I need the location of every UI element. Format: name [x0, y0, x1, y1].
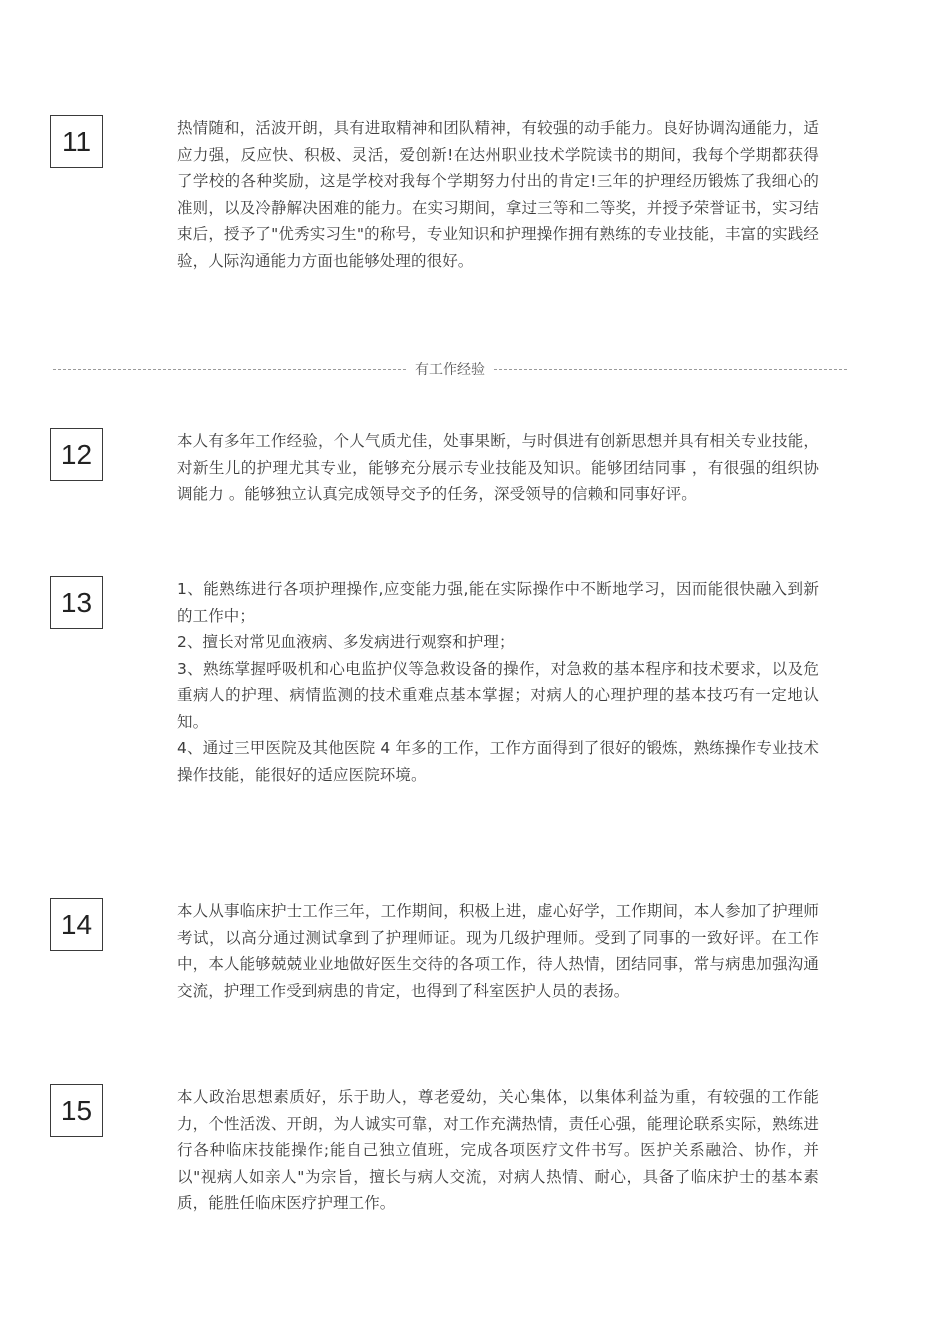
entry-number-box: [50, 428, 103, 481]
entry-paragraph: 本人有多年工作经验，个人气质尤佳，处事果断，与时俱进有创新思想并具有相关专业技能，对新生儿的护理尤其专业，能够充分展示专业技能及知识。能够团结同事 ，有很强的组织协调能力 。能够独立认真完成领导交予的任务，深受领导的信赖和同事好评。: [177, 432, 819, 503]
entry-number-box: [50, 898, 103, 951]
section-divider: [53, 358, 847, 380]
divider-line-left: [53, 369, 406, 370]
entry-number-box: [50, 115, 103, 168]
entry-paragraph: 1、能熟练进行各项护理操作,应变能力强,能在实际操作中不断地学习，因而能很快融入到新的工作中；: [177, 580, 819, 625]
entry-paragraph: 本人政治思想素质好，乐于助人，尊老爱幼，关心集体，以集体利益为重，有较强的工作能力，个性活泼、开朗，为人诚实可靠，对工作充满热情，责任心强，能理论联系实际，熟练进行各种临床技能操作;能自己独立值班，完成各项医疗文件书写。医护关系融洽、协作，并以"视病人如亲人"为宗旨，擅长与病人交流，对病人热情、耐心，具备了临床护士的基本素质，能胜任临床医疗护理工作。: [177, 1088, 819, 1212]
entry-text: [177, 428, 819, 508]
entry-number: 14: [60, 908, 93, 940]
entry-paragraph: 4、通过三甲医院及其他医院 4 年多的工作，工作方面得到了很好的锻炼，熟练操作专业技术操作技能，能很好的适应医院环境。: [177, 739, 819, 784]
entry-paragraph: 2、擅长对常见血液病、多发病进行观察和护理；: [177, 633, 515, 651]
entry-text: [177, 576, 819, 788]
entry-text: [177, 1084, 819, 1217]
entry-paragraph: 热情随和，活波开朗，具有进取精神和团队精神，有较强的动手能力。良好协调沟通能力，适应力强，反应快、积极、灵活，爱创新!在达州职业技术学院读书的期间，我每个学期都获得了学校的各种奖励，这是学校对我每个学期努力付出的肯定!三年的护理经历锻炼了我细心的准则，以及冷静解决困难的能力。在实习期间，拿过三等和二等奖，并授予荣誉证书，实习结束后，授予了"优秀实习生"的称号，专业知识和护理操作拥有熟练的专业技能，丰富的实践经验，人际沟通能力方面也能够处理的很好。: [177, 119, 819, 270]
divider-line-right: [494, 369, 847, 370]
entry-text: [177, 898, 819, 1004]
entry-number-box: [50, 1084, 103, 1137]
entry-number-box: [50, 576, 103, 629]
entry-paragraph: 3、熟练掌握呼吸机和心电监护仪等急救设备的操作，对急救的基本程序和技术要求，以及危重病人的护理、病情监测的技术重难点基本掌握；对病人的心理护理的基本技巧有一定地认知。: [177, 659, 819, 731]
entry-number: 12: [60, 438, 93, 470]
section-divider-label: 有工作经验: [415, 362, 485, 378]
entry-text: [177, 115, 819, 274]
entry-number: 13: [60, 586, 93, 618]
entry-number: 15: [60, 1094, 93, 1126]
entry-paragraph: 本人从事临床护士工作三年，工作期间，积极上进，虚心好学，工作期间，本人参加了护理师考试，以高分通过测试拿到了护理师证。现为几级护理师。受到了同事的一致好评。在工作中，本人能够兢兢业业地做好医生交待的各项工作，待人热情，团结同事，常与病患加强沟通交流，护理工作受到病患的肯定，也得到了科室医护人员的表扬。: [177, 902, 819, 1000]
entry-number: 11: [61, 125, 92, 157]
